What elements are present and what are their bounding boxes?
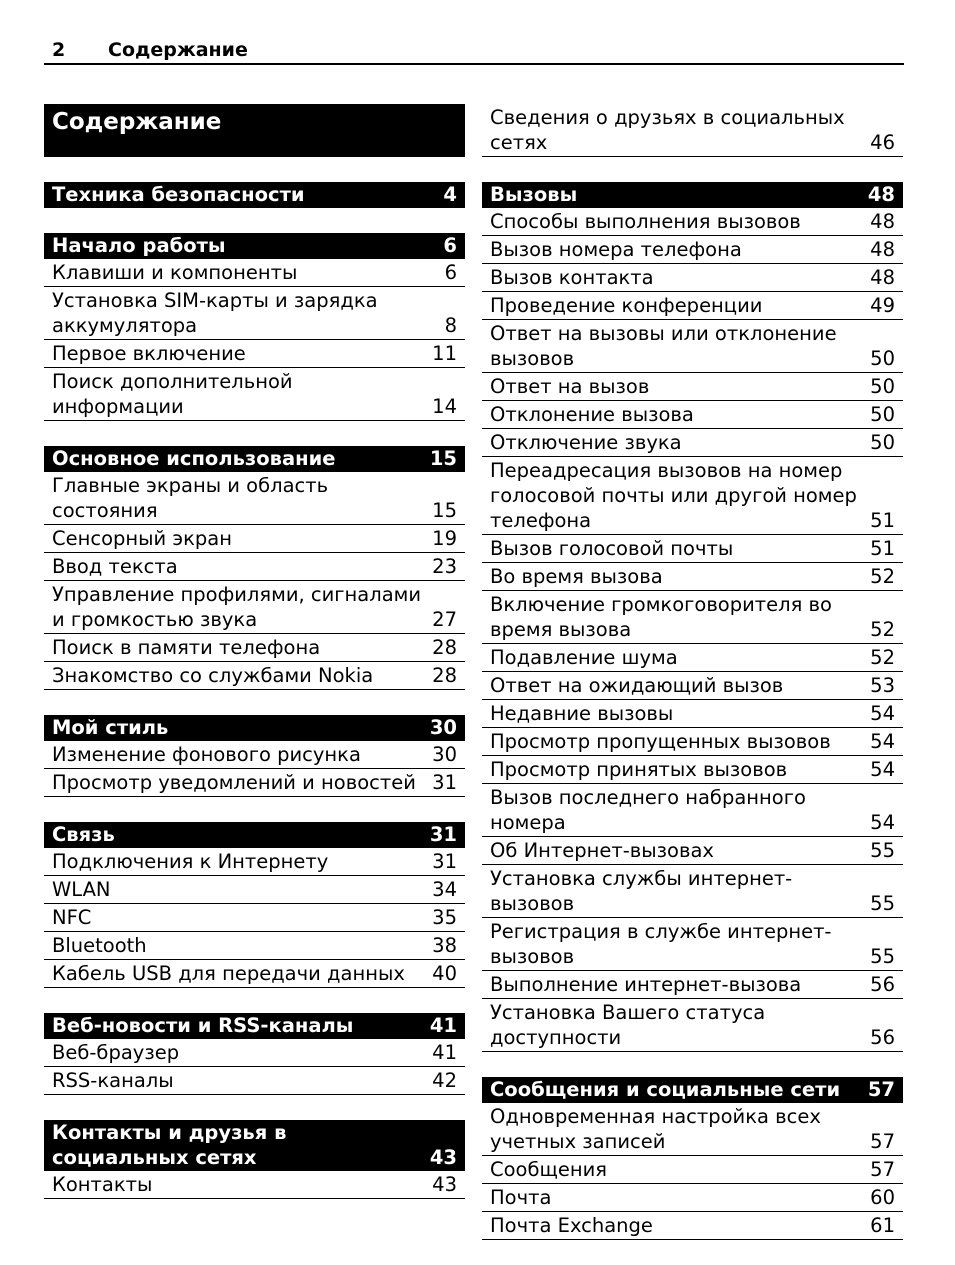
toc-section-title: Начало работы xyxy=(52,234,226,257)
toc-section-heading[interactable] xyxy=(44,233,465,259)
toc-entry-page: 19 xyxy=(432,527,457,550)
toc-entry[interactable] xyxy=(482,1212,903,1240)
toc-entry-title: Знакомство со службами Nokia xyxy=(52,664,374,687)
toc-entry-page: 56 xyxy=(870,973,895,996)
toc-section-page: 31 xyxy=(429,823,457,846)
toc-section-title: Мой стиль xyxy=(52,716,169,739)
toc-section-page: 48 xyxy=(867,183,895,206)
toc-section-title: Основное использование xyxy=(52,447,336,470)
toc-entry[interactable] xyxy=(482,1156,903,1184)
toc-entry-title: Проведение конференции xyxy=(490,294,763,317)
toc-entry[interactable] xyxy=(482,865,903,918)
toc-entry-title: Клавиши и компоненты xyxy=(52,261,298,284)
toc-entry-title: Сообщения xyxy=(490,1158,608,1181)
toc-entry-title: Веб-браузер xyxy=(52,1041,180,1064)
page-number: 2 xyxy=(52,39,66,61)
toc-entry[interactable] xyxy=(44,1067,465,1095)
toc-entry-title: NFC xyxy=(52,906,92,929)
toc-section-title: Контакты и друзья в социальных сетях xyxy=(52,1121,287,1169)
toc-entry-title: Одновременная настройка всех учетных записей xyxy=(490,1105,821,1153)
toc-entry-title: Способы выполнения вызовов xyxy=(490,210,801,233)
toc-entry-page: 41 xyxy=(432,1041,457,1064)
toc-entry-page: 50 xyxy=(870,375,895,398)
toc-entry-title: Просмотр уведомлений и новостей xyxy=(52,771,416,794)
toc-entry-title: Первое включение xyxy=(52,342,246,365)
toc-entry[interactable] xyxy=(44,741,465,769)
toc-title: Содержание xyxy=(52,109,222,135)
toc-section-heading[interactable] xyxy=(482,182,903,208)
toc-section-heading[interactable] xyxy=(44,822,465,848)
toc-entry-title: Установка Вашего статуса доступности xyxy=(490,1001,766,1049)
toc-entry-page: 50 xyxy=(870,347,895,370)
toc-entry[interactable] xyxy=(44,876,465,904)
toc-entry-title: Ответ на ожидающий вызов xyxy=(490,674,784,697)
toc-entry[interactable] xyxy=(44,1171,465,1199)
toc-entry-page: 40 xyxy=(432,962,457,985)
toc-entry[interactable] xyxy=(482,457,903,535)
toc-entry-title: Ответ на вызов xyxy=(490,375,650,398)
toc-entry-page: 35 xyxy=(432,906,457,929)
toc-entry-title: Установка службы интернет-вызовов xyxy=(490,867,793,915)
toc-entry-title: RSS-каналы xyxy=(52,1069,174,1092)
toc-entry-page: 53 xyxy=(870,674,895,697)
toc-entry-page: 34 xyxy=(432,878,457,901)
toc-entry-title: Установка SIM-карты и зарядка аккумулятора xyxy=(52,289,378,337)
toc-entry[interactable] xyxy=(44,904,465,932)
toc-entry-title: Bluetooth xyxy=(52,934,147,957)
toc-entry-page: 30 xyxy=(432,743,457,766)
toc-entry[interactable] xyxy=(482,401,903,429)
toc-entry-title: Главные экраны и область состояния xyxy=(52,474,329,522)
toc-entry[interactable] xyxy=(482,837,903,865)
toc-section-title: Вызовы xyxy=(490,183,578,206)
continued-entries xyxy=(482,104,903,157)
toc-entry-title: Контакты xyxy=(52,1173,153,1196)
toc-entry-title: Вызов контакта xyxy=(490,266,654,289)
toc-entry[interactable] xyxy=(482,236,903,264)
toc-entry-title: Переадресация вызовов на номер голосовой почты или другой номер телефона xyxy=(490,459,857,532)
toc-entry-title: Недавние вызовы xyxy=(490,702,674,725)
toc-entry[interactable] xyxy=(482,292,903,320)
toc-entry-page: 28 xyxy=(432,664,457,687)
toc-section-page: 30 xyxy=(429,716,457,739)
toc-entry-page: 43 xyxy=(432,1173,457,1196)
toc-entry[interactable] xyxy=(44,581,465,634)
toc-entry[interactable] xyxy=(44,634,465,662)
toc-entry[interactable] xyxy=(482,591,903,644)
toc-section-page: 6 xyxy=(443,234,457,257)
toc-entry[interactable] xyxy=(44,287,465,340)
toc-entry-page: 51 xyxy=(870,537,895,560)
toc-entry[interactable] xyxy=(482,563,903,591)
toc-section-page: 41 xyxy=(429,1014,457,1037)
toc-left-column xyxy=(44,104,465,1224)
toc-entry-page: 55 xyxy=(870,892,895,915)
toc-entry-title: Включение громкоговорителя во время вызова xyxy=(490,593,832,641)
toc-entry-page: 61 xyxy=(870,1214,895,1237)
toc-entry-page: 56 xyxy=(870,1026,895,1049)
toc-entry[interactable] xyxy=(482,644,903,672)
toc-section-title: Связь xyxy=(52,823,115,846)
toc-section xyxy=(44,1013,465,1095)
toc-entry-title: Подключения к Интернету xyxy=(52,850,329,873)
toc-entry-page: 52 xyxy=(870,565,895,588)
toc-entry[interactable] xyxy=(44,340,465,368)
toc-section-heading[interactable] xyxy=(44,715,465,741)
toc-entry[interactable] xyxy=(482,918,903,971)
toc-entry-page: 14 xyxy=(432,395,457,418)
toc-entry[interactable] xyxy=(482,971,903,999)
toc-entry-page: 54 xyxy=(870,758,895,781)
toc-entry[interactable] xyxy=(482,1103,903,1156)
toc-entry[interactable] xyxy=(482,373,903,401)
toc-entry-page: 50 xyxy=(870,403,895,426)
toc-title-block xyxy=(44,104,465,157)
toc-entry-page: 55 xyxy=(870,945,895,968)
toc-entry[interactable] xyxy=(44,472,465,525)
toc-section-heading[interactable] xyxy=(44,1120,465,1171)
toc-entry-page: 54 xyxy=(870,730,895,753)
toc-entry-page: 48 xyxy=(870,238,895,261)
toc-entry-page: 49 xyxy=(870,294,895,317)
toc-entry-page: 31 xyxy=(432,850,457,873)
toc-entry[interactable] xyxy=(482,1184,903,1212)
toc-entry-title: Почта Exchange xyxy=(490,1214,653,1237)
toc-entry-title: Поиск дополнительной информации xyxy=(52,370,293,418)
toc-entry-title: Просмотр пропущенных вызовов xyxy=(490,730,831,753)
toc-entry[interactable] xyxy=(44,525,465,553)
toc-section xyxy=(482,182,903,1052)
toc-entry[interactable] xyxy=(44,1039,465,1067)
toc-section xyxy=(44,1120,465,1199)
toc-entry-title: Регистрация в службе интернет-вызовов xyxy=(490,920,832,968)
toc-section-page: 43 xyxy=(429,1146,457,1169)
toc-entry-title: Сенсорный экран xyxy=(52,527,232,550)
toc-entry-title: Кабель USB для передачи данных xyxy=(52,962,405,985)
toc-entry-page: 27 xyxy=(432,608,457,631)
toc-entry[interactable] xyxy=(482,429,903,457)
toc-entry[interactable] xyxy=(482,784,903,837)
toc-entry[interactable] xyxy=(44,960,465,988)
toc-entry-page: 57 xyxy=(870,1130,895,1153)
toc-entry[interactable] xyxy=(482,264,903,292)
toc-section xyxy=(44,715,465,797)
toc-entry-page: 28 xyxy=(432,636,457,659)
toc-entry-page: 51 xyxy=(870,509,895,532)
toc-entry-title: Ответ на вызовы или отклонение вызовов xyxy=(490,322,837,370)
toc-entry-title: Изменение фонового рисунка xyxy=(52,743,361,766)
toc-entry-title: WLAN xyxy=(52,878,111,901)
toc-section-heading[interactable] xyxy=(482,1077,903,1103)
toc-section-heading[interactable] xyxy=(44,182,465,208)
toc-entry[interactable] xyxy=(482,104,903,157)
toc-section xyxy=(44,822,465,988)
toc-section-page: 57 xyxy=(867,1078,895,1101)
toc-entry-title: Выполнение интернет-вызова xyxy=(490,973,802,996)
toc-entry[interactable] xyxy=(482,672,903,700)
toc-entry[interactable] xyxy=(44,259,465,287)
toc-entry[interactable] xyxy=(44,368,465,421)
toc-entry-title: Об Интернет-вызовах xyxy=(490,839,714,862)
toc-entry[interactable] xyxy=(482,535,903,563)
toc-entry-title: Сведения о друзьях в социальных сетях xyxy=(490,106,845,154)
toc-entry-page: 55 xyxy=(870,839,895,862)
toc-entry-page: 46 xyxy=(870,131,895,154)
toc-entry-page: 6 xyxy=(444,261,457,284)
toc-entry[interactable] xyxy=(482,999,903,1052)
toc-section-page: 4 xyxy=(443,183,457,206)
toc-entry[interactable] xyxy=(44,662,465,690)
toc-entry-page: 48 xyxy=(870,210,895,233)
toc-entry-page: 60 xyxy=(870,1186,895,1209)
toc-entry-page: 23 xyxy=(432,555,457,578)
toc-entry[interactable] xyxy=(482,700,903,728)
toc-entry[interactable] xyxy=(44,769,465,797)
toc-entry-title: Просмотр принятых вызовов xyxy=(490,758,788,781)
toc-entry-page: 48 xyxy=(870,266,895,289)
toc-entry[interactable] xyxy=(44,553,465,581)
toc-section xyxy=(44,233,465,421)
toc-section-title: Веб-новости и RSS-каналы xyxy=(52,1014,354,1037)
toc-entry[interactable] xyxy=(482,208,903,236)
toc-entry-title: Поиск в памяти телефона xyxy=(52,636,321,659)
toc-entry-page: 57 xyxy=(870,1158,895,1181)
toc-section-title: Техника безопасности xyxy=(52,183,305,206)
toc-section-heading[interactable] xyxy=(44,446,465,472)
toc-entry-page: 11 xyxy=(432,342,457,365)
toc-entry-title: Отклонение вызова xyxy=(490,403,694,426)
toc-entry-title: Во время вызова xyxy=(490,565,663,588)
toc-section xyxy=(44,182,465,208)
toc-entry-page: 52 xyxy=(870,618,895,641)
page-header xyxy=(44,38,904,65)
toc-section-heading[interactable] xyxy=(44,1013,465,1039)
toc-entry[interactable] xyxy=(482,756,903,784)
toc-entry-title: Подавление шума xyxy=(490,646,678,669)
toc-section-title: Сообщения и социальные сети xyxy=(490,1078,841,1101)
toc-entry-title: Вызов последнего набранного номера xyxy=(490,786,806,834)
toc-entry-page: 42 xyxy=(432,1069,457,1092)
toc-entry-title: Вызов голосовой почты xyxy=(490,537,734,560)
toc-section xyxy=(482,1077,903,1240)
toc-entry[interactable] xyxy=(44,848,465,876)
toc-entry-page: 8 xyxy=(444,314,457,337)
toc-entry-title: Управление профилями, сигналами и громкостью звука xyxy=(52,583,422,631)
toc-entry-page: 54 xyxy=(870,702,895,725)
toc-entry-page: 52 xyxy=(870,646,895,669)
toc-entry[interactable] xyxy=(482,320,903,373)
toc-entry-page: 15 xyxy=(432,499,457,522)
toc-section xyxy=(44,446,465,690)
toc-entry-title: Вызов номера телефона xyxy=(490,238,742,261)
toc-entry-page: 31 xyxy=(432,771,457,794)
toc-entry[interactable] xyxy=(44,932,465,960)
toc-entry-title: Ввод текста xyxy=(52,555,178,578)
toc-entry-page: 38 xyxy=(432,934,457,957)
page-header-title: Содержание xyxy=(108,39,248,61)
toc-entry-title: Отключение звука xyxy=(490,431,682,454)
toc-entry-page: 54 xyxy=(870,811,895,834)
toc-entry-page: 50 xyxy=(870,431,895,454)
toc-right-column xyxy=(482,104,903,1265)
toc-entry-title: Почта xyxy=(490,1186,552,1209)
toc-entry[interactable] xyxy=(482,728,903,756)
toc-section-page: 15 xyxy=(429,447,457,470)
